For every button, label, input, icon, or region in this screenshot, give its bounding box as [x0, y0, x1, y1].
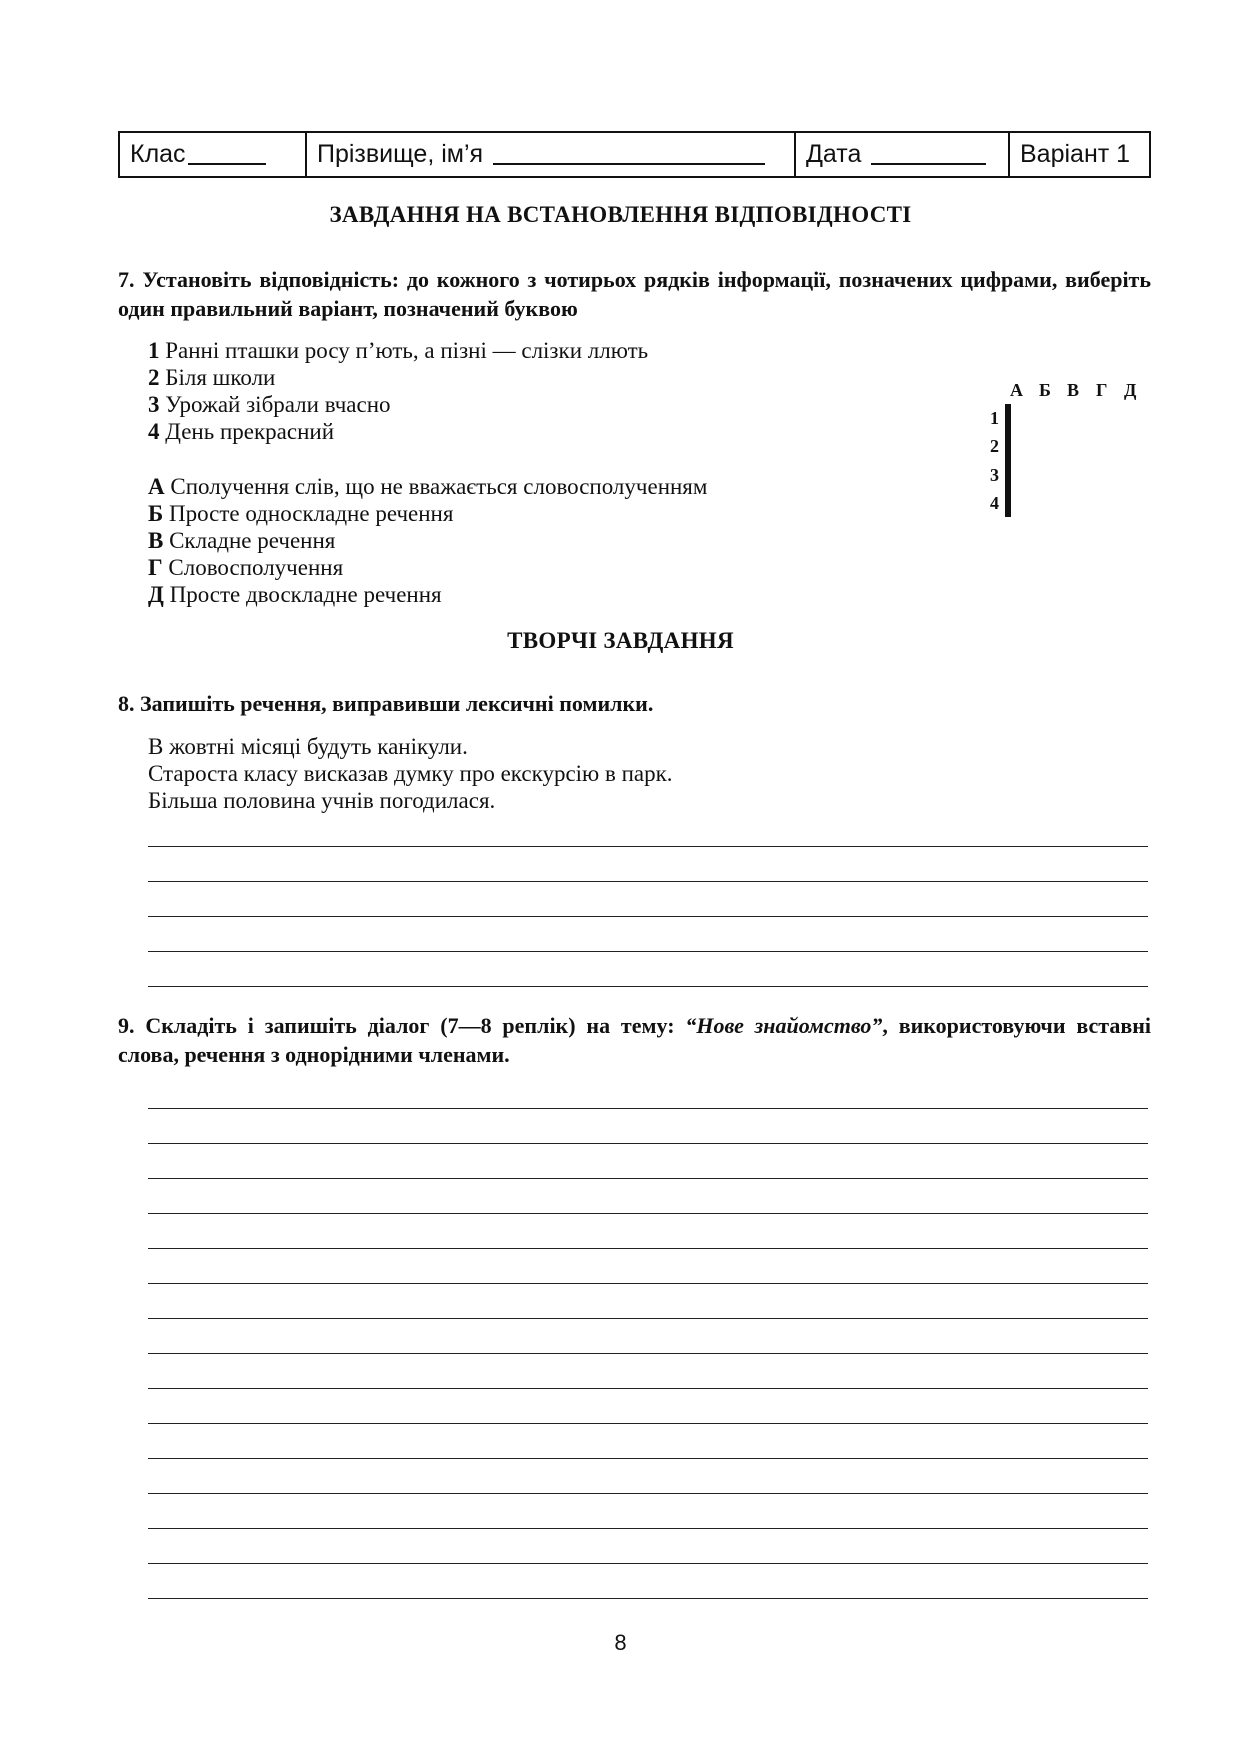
- answer-line[interactable]: [148, 1108, 1148, 1109]
- grid-col-g: Г: [1096, 380, 1108, 400]
- date-blank[interactable]: [871, 145, 986, 165]
- item-number: 1: [148, 338, 160, 363]
- task7-option-b: [148, 501, 453, 527]
- grid-row-2: 2: [990, 436, 999, 456]
- name-cell[interactable]: [307, 133, 796, 176]
- task9-instruction: [118, 1011, 1151, 1069]
- item-number: 4: [148, 419, 160, 444]
- grid-cell[interactable]: [1010, 489, 1011, 517]
- grid-col-v: В: [1067, 380, 1080, 400]
- option-letter: А: [148, 474, 165, 499]
- section-title-creative: ТВОРЧІ ЗАВДАННЯ: [507, 628, 734, 653]
- option-text: Складне речення: [169, 528, 336, 553]
- option-text: Просте двоскладне речення: [169, 582, 442, 607]
- name-blank[interactable]: [493, 145, 765, 165]
- task9-text-start: 9. Складіть і запишіть діалог (7—8 реплік) на тему:: [118, 1013, 686, 1038]
- answer-line[interactable]: [148, 1493, 1148, 1494]
- answer-grid-table: [1005, 404, 1011, 517]
- grid-row-4: 4: [990, 493, 999, 513]
- task7-item-4: [148, 419, 334, 445]
- variant-label: Варіант 1: [1020, 140, 1131, 168]
- task8-instruction: 8. Запишіть речення, виправивши лексичні помилки.: [118, 691, 654, 716]
- task7-option-v: [148, 528, 335, 554]
- task8-sentence-2: Староста класу висказав думку про екскурсію в парк.: [148, 761, 673, 786]
- class-cell[interactable]: [120, 133, 307, 176]
- grid-row-1: 1: [990, 408, 999, 428]
- answer-line[interactable]: [148, 1563, 1148, 1564]
- answer-line[interactable]: [148, 1143, 1148, 1144]
- date-label: Дата: [806, 140, 862, 168]
- class-blank[interactable]: [188, 145, 266, 165]
- option-text: Сполучення слів, що не вважається словосполученням: [170, 474, 708, 499]
- answer-line[interactable]: [148, 1528, 1148, 1529]
- task7-option-g: [148, 555, 343, 581]
- task9-text-end: , використовуючи вставні слова, речення з однорідними членами.: [118, 1013, 1152, 1067]
- task9-topic: “Нове знайомство”: [685, 1013, 883, 1038]
- item-text: Урожай зібрали вчасно: [165, 392, 391, 417]
- task7-option-a: [148, 474, 707, 500]
- answer-line[interactable]: [148, 1283, 1148, 1284]
- grid-cell[interactable]: [1010, 405, 1011, 433]
- item-text: Ранні пташки росу п’ють, а пізні — слізки ллють: [165, 338, 649, 363]
- answer-line[interactable]: [148, 1248, 1148, 1249]
- answer-line[interactable]: [148, 986, 1148, 987]
- class-label: Клас: [130, 140, 186, 168]
- page-number: 8: [614, 1630, 627, 1655]
- grid-row-3: 3: [990, 465, 999, 485]
- option-text: Словосполучення: [168, 555, 344, 580]
- option-text: Просте односкладне речення: [168, 501, 454, 526]
- answer-line[interactable]: [148, 1178, 1148, 1179]
- grid-cell[interactable]: [1010, 461, 1011, 489]
- variant-cell: [1010, 133, 1149, 176]
- answer-line[interactable]: [148, 1458, 1148, 1459]
- option-letter: Г: [148, 555, 163, 580]
- answer-line[interactable]: [148, 1318, 1148, 1319]
- answer-line[interactable]: [148, 1423, 1148, 1424]
- task7-item-2: [148, 365, 275, 391]
- answer-line[interactable]: [148, 1388, 1148, 1389]
- grid-col-b: Б: [1039, 380, 1051, 400]
- student-info-header: [118, 131, 1151, 178]
- item-text: День прекрасний: [165, 419, 335, 444]
- option-letter: В: [148, 528, 164, 553]
- item-number: 2: [148, 365, 160, 390]
- date-cell[interactable]: [796, 133, 1010, 176]
- task7-item-3: [148, 392, 391, 418]
- task7-item-1: [148, 338, 648, 364]
- item-text: Біля школи: [165, 365, 276, 390]
- task8-sentence-3: Більша половина учнів погодилася.: [148, 788, 496, 813]
- answer-line[interactable]: [148, 916, 1148, 917]
- answer-line[interactable]: [148, 846, 1148, 847]
- answer-line[interactable]: [148, 951, 1148, 952]
- task8-sentence-1: В жовтні місяці будуть канікули.: [148, 734, 468, 759]
- answer-line[interactable]: [148, 1213, 1148, 1214]
- task7-option-d: [148, 582, 442, 608]
- task7-instruction: 7. Установіть відповідність: до кожного з чотирьох рядків інформації, позначених цифрами, виберіть один правильний варіант, позначений буквою: [118, 267, 1151, 321]
- item-number: 3: [148, 392, 160, 417]
- section-title-matching: ЗАВДАННЯ НА ВСТАНОВЛЕННЯ ВІДПОВІДНОСТІ: [329, 202, 912, 227]
- name-label: Прізвище, ім’я: [317, 140, 484, 168]
- answer-line[interactable]: [148, 881, 1148, 882]
- grid-col-a: А: [1010, 380, 1023, 400]
- grid-cell[interactable]: [1010, 433, 1011, 461]
- answer-line[interactable]: [148, 1598, 1148, 1599]
- answer-line[interactable]: [148, 1353, 1148, 1354]
- option-letter: Б: [148, 501, 164, 526]
- grid-col-d: Д: [1124, 380, 1137, 400]
- option-letter: Д: [148, 582, 164, 607]
